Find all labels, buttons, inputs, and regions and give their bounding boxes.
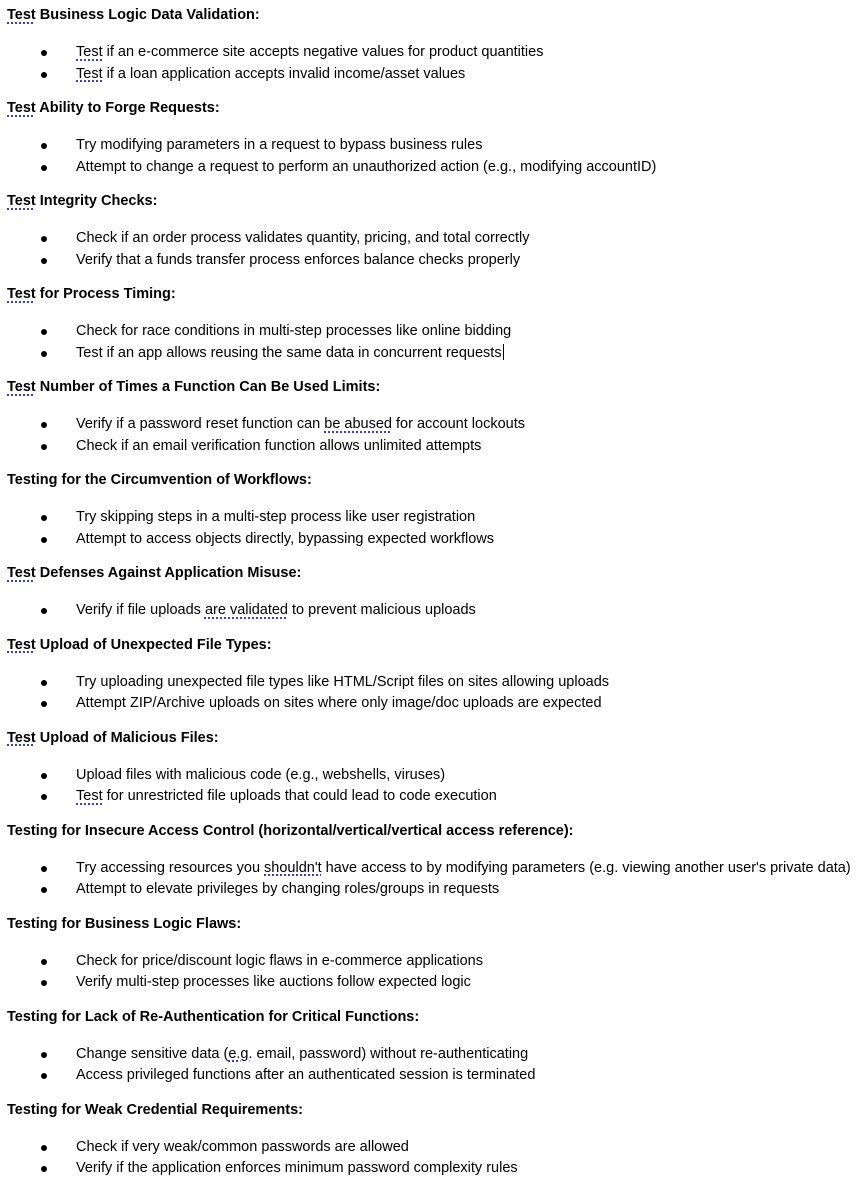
bullet-icon: [41, 1166, 47, 1172]
item-text: Upload files with malicious code (e.g., webshells, viruses): [76, 766, 446, 783]
bullet-icon: [41, 143, 47, 149]
list-item: [7, 1065, 865, 1087]
bullet-icon: [41, 515, 47, 521]
bullet-icon: [41, 422, 47, 428]
section-heading: [7, 915, 865, 933]
grammar-flagged-phrase[interactable]: shouldn't: [264, 859, 322, 876]
bullet-icon: [41, 1073, 47, 1079]
bullet-list: [7, 42, 865, 85]
item-text: Check if an email verification function allows unlimited attempts: [76, 437, 482, 454]
item-text: Check if very weak/common passwords are allowed: [76, 1138, 409, 1155]
list-item: [7, 42, 865, 64]
item-text: Attempt to elevate privileges by changing roles/groups in requests: [76, 881, 500, 897]
item-text: Access privileged functions after an authenticated session is terminated: [76, 1067, 536, 1083]
section-business-logic-data-validation: [7, 6, 865, 85]
item-text: to prevent malicious uploads: [288, 602, 476, 618]
spellcheck-word[interactable]: Test: [7, 7, 36, 23]
bullet-icon: [41, 329, 47, 335]
section-re-authentication: [7, 1008, 865, 1087]
bullet-icon: [41, 1145, 47, 1151]
section-application-misuse: [7, 564, 865, 622]
bullet-icon: [41, 608, 47, 614]
spellcheck-word[interactable]: Test: [7, 636, 36, 653]
bullet-icon: [41, 258, 47, 264]
bullet-list: [7, 1137, 865, 1180]
list-item: [7, 436, 865, 458]
list-item: [7, 135, 865, 157]
list-item: [7, 858, 865, 880]
heading-text: Business Logic Data Validation:: [35, 7, 260, 23]
item-text: Attempt ZIP/Archive uploads on sites where only image/doc uploads are expected: [76, 695, 602, 711]
item-text: Verify if file uploads: [76, 602, 205, 618]
item-text: Attempt to change a request to perform an unauthorized action (e.g., modifying accountID): [76, 158, 657, 175]
item-text: Verify if the application enforces minimum password complexity rules: [76, 1160, 518, 1176]
list-item: [7, 879, 865, 901]
section-heading: [7, 378, 865, 396]
list-item: [7, 972, 865, 994]
section-heading: [7, 822, 865, 840]
bullet-icon: [41, 236, 47, 242]
bullet-list: [7, 414, 865, 457]
spellcheck-word[interactable]: Test: [7, 379, 36, 395]
list-item: [7, 64, 865, 86]
bullet-list: [7, 600, 865, 622]
bullet-list: [7, 765, 865, 808]
item-text: Attempt to access objects directly, bypassing expected workflows: [76, 530, 495, 547]
heading-text: Testing for the Circumvention of Workflows:: [7, 472, 312, 488]
section-integrity-checks: [7, 192, 865, 271]
bullet-list: [7, 1044, 865, 1087]
section-heading: [7, 192, 865, 210]
section-heading: [7, 285, 865, 303]
list-item: [7, 414, 865, 436]
section-heading: [7, 1008, 865, 1026]
bullet-icon: [41, 701, 47, 707]
heading-text: Upload of Unexpected File Types:: [35, 636, 272, 653]
list-item: [7, 693, 865, 715]
item-text: Verify if a password reset function can: [76, 416, 325, 432]
item-text: Verify multi-step processes like auctions follow expected logic: [76, 974, 471, 990]
bullet-list: [7, 507, 865, 550]
bullet-list: [7, 672, 865, 715]
bullet-icon: [41, 351, 47, 357]
list-item: [7, 250, 865, 272]
grammar-flagged-phrase[interactable]: be abused: [324, 416, 392, 432]
item-text: Check if an order process validates quantity, pricing, and total correctly: [76, 230, 530, 246]
bullet-icon: [41, 72, 47, 78]
section-heading: [7, 636, 865, 654]
section-business-logic-flaws: [7, 915, 865, 994]
item-text: if an e-commerce site accepts negative values for product quantities: [102, 44, 544, 60]
heading-text: Number of Times a Function Can Be Used Limits:: [35, 379, 381, 395]
heading-text: Ability to Forge Requests:: [35, 100, 220, 116]
text-cursor: [503, 344, 504, 360]
list-item: [7, 951, 865, 973]
list-item: [7, 1044, 865, 1066]
list-item: [7, 507, 865, 529]
bullet-icon: [41, 50, 47, 56]
spellcheck-word[interactable]: Test: [7, 286, 36, 302]
bullet-list: [7, 951, 865, 994]
list-item: [7, 1158, 865, 1180]
item-text: Verify that a funds transfer process enforces balance checks properly: [76, 251, 521, 268]
bullet-icon: [41, 1052, 47, 1058]
bullet-list: [7, 858, 865, 901]
bullet-icon: [41, 680, 47, 686]
document-body[interactable]: [7, 6, 865, 1180]
spellcheck-word[interactable]: Test: [76, 788, 103, 804]
section-process-timing: [7, 285, 865, 364]
heading-text: Testing for Lack of Re-Authentication for Critical Functions:: [7, 1008, 420, 1025]
section-heading: [7, 99, 865, 117]
list-item: [7, 600, 865, 622]
item-text: Change sensitive data (: [76, 1045, 229, 1062]
section-heading: [7, 471, 865, 489]
section-heading: [7, 729, 865, 747]
section-heading: [7, 6, 865, 24]
bullet-list: [7, 321, 865, 364]
list-item: [7, 529, 865, 551]
section-malicious-files: [7, 729, 865, 808]
item-text: have access to by modifying parameters (e.g. viewing another user's private data): [321, 859, 851, 876]
list-item: [7, 1137, 865, 1159]
heading-text: Testing for Insecure Access Control (horizontal/vertical/vertical access reference):: [7, 822, 574, 839]
item-text: for unrestricted file uploads that could lead to code execution: [102, 788, 497, 804]
grammar-flagged-phrase[interactable]: are validated: [204, 602, 288, 618]
list-item: [7, 321, 865, 343]
bullet-icon: [41, 959, 47, 965]
bullet-icon: [41, 980, 47, 986]
item-text: Test if an app allows reusing the same data in concurrent requests: [76, 344, 502, 361]
section-weak-credentials: [7, 1101, 865, 1180]
item-text: Check for race conditions in multi-step processes like online bidding: [76, 323, 512, 339]
section-unexpected-file-types: [7, 636, 865, 715]
item-text: Try skipping steps in a multi-step process like user registration: [76, 509, 476, 525]
heading-text: Integrity Checks:: [35, 193, 158, 209]
list-item: [7, 786, 865, 808]
section-heading: [7, 1101, 865, 1119]
spellcheck-word[interactable]: Test: [7, 193, 36, 209]
bullet-icon: [41, 444, 47, 450]
bullet-icon: [41, 165, 47, 171]
section-heading: [7, 564, 865, 582]
item-text: Check for price/discount logic flaws in e-commerce applications: [76, 952, 483, 969]
list-item: [7, 672, 865, 694]
spellcheck-word[interactable]: Test: [7, 729, 36, 746]
spellcheck-word[interactable]: Test: [76, 44, 103, 60]
heading-text: Testing for Business Logic Flaws:: [7, 915, 242, 932]
grammar-flagged-phrase[interactable]: e.g.: [228, 1045, 253, 1062]
section-insecure-access-control: [7, 822, 865, 901]
bullet-icon: [41, 537, 47, 543]
bullet-icon: [41, 887, 47, 893]
item-text: email, password) without re-authenticating: [252, 1045, 529, 1062]
bullet-list: [7, 135, 865, 178]
list-item: [7, 157, 865, 179]
heading-text: Defenses Against Application Misuse:: [35, 565, 302, 581]
item-text: Try uploading unexpected file types like HTML/Script files on sites allowing uploads: [76, 673, 610, 690]
bullet-list: [7, 228, 865, 271]
spellcheck-word[interactable]: Test: [7, 100, 36, 116]
heading-text: for Process Timing:: [35, 286, 176, 302]
section-circumvention-of-workflows: [7, 471, 865, 550]
section-function-use-limits: [7, 378, 865, 457]
heading-text: Upload of Malicious Files:: [35, 729, 219, 746]
bullet-icon: [41, 794, 47, 800]
item-text: Try accessing resources you: [76, 859, 265, 876]
list-item: [7, 765, 865, 787]
list-item: [7, 228, 865, 250]
bullet-icon: [41, 866, 47, 872]
bullet-icon: [41, 773, 47, 779]
section-forge-requests: [7, 99, 865, 178]
spellcheck-word[interactable]: Test: [76, 65, 103, 82]
item-text: for account lockouts: [391, 416, 525, 432]
item-text: if a loan application accepts invalid income/asset values: [102, 65, 466, 82]
heading-text: Testing for Weak Credential Requirements:: [7, 1101, 303, 1118]
item-text: Try modifying parameters in a request to bypass business rules: [76, 137, 483, 153]
spellcheck-word[interactable]: Test: [7, 565, 36, 581]
list-item: [7, 343, 865, 365]
